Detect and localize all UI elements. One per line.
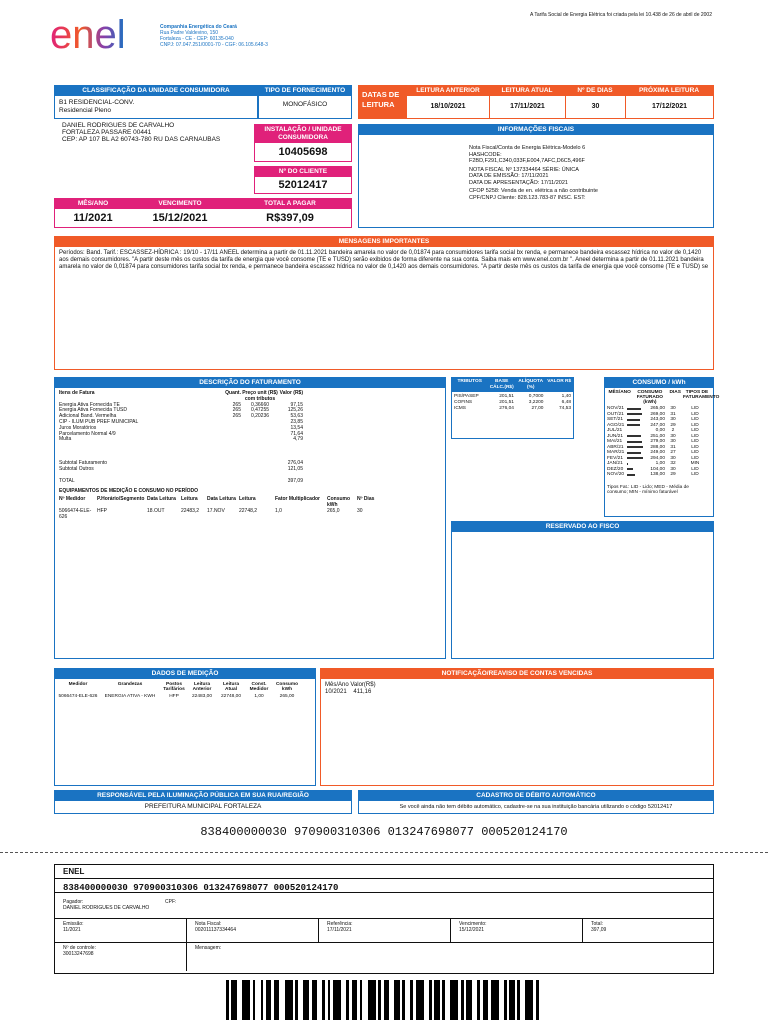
equip-cell: 265,0 bbox=[327, 507, 340, 514]
consumo-valor: 247,00 bbox=[650, 422, 665, 428]
subtotal-row: Subtotal Faturamento 276,04 bbox=[59, 460, 303, 467]
descricao-faturamento: DESCRIÇÃO DO FATURAMENTO Itens de Fatura Quant. Preço unit (R$) com tributos Valor (R$) Energia Ativa Fornecida TE 265 0,36660 97,15 Energia Ativa Fornecida TUSD 265 0,47255 125,26 Adicional Band. Vermelha 265 0,20236 53,63 CIP - ILUM PUB PREF MUNICIPAL 23,85 Juros Moratórios 13,54 Parcelamento Normal 4/9 71,64 Multa 4,79 Subtotal Faturamento 276,04 Subtotal Outros 121,05 TOTAL 397,09 EQUIPAMENTOS DE MEDIÇÃO E CONSUMO NO PERÍODO Nº Medidor P.Horário/Segmento Data Leitura Leitura Data Leitura Leitura Fator Multiplicador Consumo kWh Nº Dias 5066474-ELE-626 HFP 18.OUT 22483,2 17.NOV 22748,2 1,0 265,0 30 bbox=[54, 377, 446, 659]
company-info: Companhia Energética do Ceará Rua Padre Valdevino, 150 Fortaleza - CE - CEP: 60135-040 CNPJ: 07.047.251/0001-70 - CGF: 06.105.648-3 bbox=[160, 24, 268, 48]
equip-col: Leitura bbox=[181, 496, 198, 503]
item-valor: 53,63 bbox=[290, 413, 303, 420]
equip-col: Data Leitura bbox=[207, 496, 236, 503]
consumo-dias: 30 bbox=[670, 417, 676, 422]
consumo-tipo: LID bbox=[691, 428, 699, 433]
consumo-mes: ABR/21 bbox=[607, 444, 624, 450]
consumo-valor: 294,00 bbox=[650, 455, 665, 461]
cliente-info: DANIEL RODRIGUES DE CARVALHO FORTALEZA PASSARE 00441 CEP: AP 107 BL A2 60743-780 RU DAS CARNAUBAS bbox=[62, 122, 221, 143]
consumo-valor: 265,00 bbox=[650, 406, 665, 411]
cut-line bbox=[0, 852, 768, 853]
tributos-cell: 27,00 bbox=[531, 405, 544, 411]
consumo-mes: NOV/21 bbox=[607, 406, 625, 411]
consumo-mes: MAI/21 bbox=[607, 439, 623, 444]
resumo-box: MÊS/ANO VENCIMENTO TOTAL A PAGAR 11/2021 15/12/2021 R$397,09 bbox=[54, 198, 352, 228]
equip-cell: 18.OUT bbox=[147, 507, 165, 514]
consumo-bar bbox=[627, 452, 641, 454]
consumo-bar bbox=[627, 408, 641, 410]
consumo-dias: 30 bbox=[670, 466, 676, 472]
medicao-cell: 22483,00 bbox=[191, 694, 212, 699]
iluminacao-publica: RESPONSÁVEL PELA ILUMINAÇÃO PÚBLICA EM SUA RUA/REGIÃO PREFEITURA MUNICIPAL FORTALEZA bbox=[54, 790, 352, 814]
consumo-mes: AGO/21 bbox=[607, 422, 625, 428]
item-valor: 13,54 bbox=[290, 424, 303, 431]
reservado-fisco: RESERVADO AO FISCO bbox=[451, 521, 714, 659]
consumo-dias: 30 bbox=[670, 406, 676, 411]
consumo-col: MÊS/ANO bbox=[608, 390, 631, 395]
consumo-valor: 104,00 bbox=[650, 466, 665, 472]
consumo-dias: 27 bbox=[670, 450, 676, 455]
consumo-dias: 30 bbox=[670, 455, 676, 461]
consumo-dias: 29 bbox=[670, 472, 676, 477]
item-desc: Juros Moratórios bbox=[59, 424, 97, 431]
equip-col: Data Leitura bbox=[147, 496, 176, 503]
tributos-cell: 201,51 bbox=[499, 399, 514, 405]
item-desc: Energia Ativa Fornecida TUSD bbox=[59, 407, 127, 414]
consumo-mes: FEV/21 bbox=[607, 455, 623, 461]
consumo-valor: 288,00 bbox=[650, 444, 665, 450]
consumo-row bbox=[607, 472, 711, 478]
consumo-bar bbox=[627, 446, 643, 448]
consumo-bar bbox=[627, 424, 640, 426]
tributos-col: VALOR R$ bbox=[547, 379, 572, 384]
consumo-dias: 31 bbox=[670, 444, 676, 450]
consumo-tipo: LID bbox=[691, 422, 699, 428]
classificacao-box: CLASSIFICAÇÃO DA UNIDADE CONSUMIDORA B1 RESIDENCIAL-CONV. Residencial Pleno bbox=[54, 85, 258, 119]
tributos-cell: ICMS bbox=[454, 405, 466, 411]
law-note: A Tarifa Social de Energia Elétrica foi criada pela lei 10.438 de 26 de abril de 2002 bbox=[530, 12, 712, 18]
equip-cell: 5066474-ELE-626 bbox=[59, 507, 92, 520]
equip-cell: 30 bbox=[357, 507, 363, 514]
consumo-bar bbox=[627, 441, 642, 443]
item-quant: 265 bbox=[232, 407, 241, 414]
consumo-tipo: MIN bbox=[690, 461, 700, 466]
tributos-cell: 3,2200 bbox=[528, 399, 544, 405]
consumo-tipo: LID bbox=[691, 417, 699, 422]
informacoes-fiscais: INFORMAÇÕES FISCAIS Nota Fiscal/Conta de Energia Elétrica-Modelo 6 HASHCODE: F2BD,F291,C340,033F,E004,7AFC,D6C5,496F NOTA FISCAL Nº 137334464 SÉRIE: ÚNICA DATA DE EMISSÃO: 17/11/2021 DATA DE APRESENTAÇÃO: 17/11/2021 CFOP 5258: Venda de en. elétrica a não contribuinte CPF/CNPJ Cliente: 828.123.783-87 INSC. EST: bbox=[358, 124, 714, 228]
consumo-mes: SET/21 bbox=[607, 417, 623, 422]
medicao-col: Medidor bbox=[68, 682, 88, 687]
consumo-col: TIPOS DE FATURAMENTO bbox=[683, 390, 720, 400]
barcode bbox=[226, 980, 542, 1020]
datas-label: DATAS DE LEITURA bbox=[358, 85, 406, 119]
consumo-kwh: CONSUMO / kWh MÊS/ANO CONSUMO FATURADO (kWh) DIAS TIPOS DE FATURAMENTO NOV/21 265,00 30 LID OUT/21 269,00 31 LID SET/21 243,00 30 LID AGO/21 247,00 29 LID JUL/21 0,00 2 LID JUN/21 251,00 30 LID MAI/21 279,00 30 LID ABR/21 288,00 31 LID MAR/21 249,00 27 LID FEV/21 294,00 30 LID JAN/21 1,00 32 MIN DEZ/20 104,00 30 LID NOV/20 138,00 29 LID Tipos Fat.: LID - Lido; MED - Média de consumo; MIN - mínimo faturável bbox=[604, 377, 714, 517]
consumo-valor: 138,00 bbox=[650, 472, 665, 477]
consumo-valor: 269,00 bbox=[650, 411, 665, 417]
medicao-col: Consumo kWh bbox=[275, 682, 299, 692]
canhoto: ENEL 838400000030 970900310306 013247698077 000520124170 Pagador: DANIEL RODRIGUES DE CARVALHO CPF: Emissão: 11/2021 Nota Fiscal: 002011137334464 Referência: 17/11/2021 Vencimento: 15/12/2021 Total: 397,09 Nº de controle: 30013247698 Mensagem: bbox=[54, 864, 714, 974]
tributos-row bbox=[452, 406, 573, 412]
equip-col: Leitura bbox=[239, 496, 256, 503]
medicao-cell: ENERGIA ATIVA - KWH bbox=[104, 694, 156, 699]
consumo-dias: 30 bbox=[670, 439, 676, 444]
svg-text:enel: enel bbox=[50, 14, 126, 54]
dados-medicao: DADOS DE MEDIÇÃO Medidor Grandezas Postos Tarifários Leitura Anterior Leitura Atual Const. Medidor Consumo kWh 5066474-ELE-626 ENERGIA ATIVA - KWH HFP 22483,00 22748,00 1,00 265,00 bbox=[54, 668, 316, 786]
consumo-tipo: LID bbox=[691, 455, 699, 461]
consumo-tipo: LID bbox=[691, 444, 699, 450]
consumo-col: DIAS bbox=[669, 390, 681, 395]
tributos-table bbox=[451, 377, 574, 439]
tributos-cell: 74,53 bbox=[558, 405, 571, 411]
tributos-col: TRIBUTOS bbox=[457, 379, 482, 384]
debito-automatico: CADASTRO DE DÉBITO AUTOMÁTICO Se você ainda não tem débito automático, cadastre-se na sua instituição bancária utilizando o código 52012417 bbox=[358, 790, 714, 814]
item-desc: Energia Ativa Fornecida TE bbox=[59, 401, 120, 408]
equip-col: Consumo kWh bbox=[327, 496, 351, 509]
consumo-tipo: LID bbox=[691, 411, 699, 417]
consumo-mes: NOV/20 bbox=[607, 472, 625, 477]
item-quant: 265 bbox=[232, 401, 241, 408]
equip-col: Fator Multiplicador bbox=[275, 496, 320, 503]
consumo-valor: 243,00 bbox=[650, 417, 665, 422]
item-preco bbox=[241, 437, 279, 443]
consumo-dias: 2 bbox=[671, 428, 675, 433]
consumo-mes: JUN/21 bbox=[607, 433, 623, 439]
medicao-col: Postos Tarifários bbox=[163, 682, 185, 692]
fornecimento-box: TIPO DE FORNECIMENTO MONOFÁSICO bbox=[258, 85, 352, 119]
consumo-dias: 32 bbox=[670, 461, 676, 466]
equip-col: Nº Dias bbox=[357, 496, 375, 503]
notificacao-reaviso: NOTIFICAÇÃO/REAVISO DE CONTAS VENCIDAS Mês/Ano Valor(R$) 10/2021 411,16 bbox=[320, 668, 714, 786]
consumo-tipo: LID bbox=[691, 439, 699, 444]
medicao-cell: 22748,00 bbox=[220, 694, 241, 699]
tributos-cell: PIS/PASEP bbox=[454, 394, 479, 399]
tributos-cell: COFINS bbox=[454, 399, 473, 405]
consumo-bar bbox=[627, 457, 643, 459]
item-desc: Parcelamento Normal 4/9 bbox=[59, 430, 116, 437]
consumo-bar bbox=[627, 468, 633, 470]
equip-cell: 22483,2 bbox=[181, 507, 200, 514]
medicao-col: Leitura Atual bbox=[223, 682, 239, 692]
item-quant bbox=[219, 437, 241, 443]
enel-logo bbox=[48, 14, 148, 54]
equip-cell: 22748,2 bbox=[239, 507, 258, 514]
consumo-valor: 0,00 bbox=[655, 428, 665, 433]
tributos-col: BASE CÁLC.(R$) bbox=[489, 379, 514, 390]
equip-cell: 1,0 bbox=[275, 507, 282, 514]
consumo-valor: 1,00 bbox=[655, 461, 665, 466]
consumo-tipo: LID bbox=[691, 433, 699, 439]
medicao-cell: 265,00 bbox=[279, 694, 295, 699]
consumo-dias: 30 bbox=[670, 433, 676, 439]
faturamento-items bbox=[59, 403, 441, 444]
datas-grid: LEITURA ANTERIOR LEITURA ATUAL Nº DE DIAS PRÓXIMA LEITURA 18/10/2021 17/11/2021 30 17/12/2021 bbox=[406, 85, 714, 119]
equip-col: P.Horário/Segmento bbox=[97, 496, 145, 503]
consumo-tipo: LID bbox=[691, 406, 699, 411]
item-valor: 23,85 bbox=[290, 418, 303, 425]
consumo-bar bbox=[627, 435, 641, 437]
consumo-valor: 251,00 bbox=[650, 433, 665, 439]
num-cliente-box: Nº DO CLIENTE 52012417 bbox=[254, 166, 352, 194]
item-desc: Adicional Band. Vermelha bbox=[59, 413, 117, 420]
medicao-col: Grandezas bbox=[117, 682, 143, 687]
item-valor: 71,64 bbox=[290, 430, 303, 437]
consumo-col: CONSUMO FATURADO (kWh) bbox=[636, 390, 664, 405]
item-valor: 125,26 bbox=[287, 407, 303, 414]
tributos-cell: 201,51 bbox=[499, 394, 514, 399]
mensagens-importantes: MENSAGENS IMPORTANTES Períodos: Band. Tarif.: ESCASSEZ-HÍDRICA : 19/10 - 17/11 ANEEL determina a partir de 01.11.2021 bandeira amarela no valor de 0,01874 para consumidores tarifa social bx renda, e permanece bandeira escassez hídrica no valor de 0,1420 aos demais consumidores. "A partir deste mês os custos da tarifa de energia que você consome (TE e TUSD) serão exibidos de forma diferente na sua conta. Saiba mais em www.enel.com.br ". Aneel determina a partir de 01.11.2021 bandeira amarela no valor de 0,01874 para consumidores tarifa social bx renda, e permanece bandeira escassez hídrica no valor de 0,1420 aos demais consumidores. "A partir deste mês os custos da tarifa de energia que você consome (TE e TUSD) se bbox=[54, 236, 714, 370]
consumo-valor: 249,00 bbox=[650, 450, 665, 455]
consumo-dias: 29 bbox=[670, 422, 676, 428]
consumo-tipo: LID bbox=[691, 450, 699, 455]
consumo-bar bbox=[627, 474, 635, 476]
consumo-mes: OUT/21 bbox=[607, 411, 624, 417]
item-valor: 97,15 bbox=[290, 401, 303, 408]
consumo-bar-wrap bbox=[627, 472, 643, 478]
consumo-valor: 279,00 bbox=[650, 439, 665, 444]
equip-cell: 17.NOV bbox=[207, 507, 225, 514]
consumo-mes: JUL/21 bbox=[607, 428, 623, 433]
instalacao-box: INSTALAÇÃO / UNIDADE CONSUMIDORA 10405698 bbox=[254, 124, 352, 162]
tributos-cell: 6,48 bbox=[561, 399, 571, 405]
tributos-col: ALÍQUOTA (%) bbox=[518, 379, 544, 390]
consumo-tipo: LID bbox=[691, 466, 699, 472]
medicao-cell: HFP bbox=[169, 694, 179, 699]
consumo-mes: JAN/21 bbox=[607, 461, 623, 466]
consumo-bar bbox=[627, 419, 640, 421]
linha-digitavel[interactable]: 838400000030 970900310306 013247698077 000520124170 bbox=[200, 825, 568, 839]
medicao-cell: 5066474-ELE-626 bbox=[58, 694, 98, 699]
equipamentos-header: EQUIPAMENTOS DE MEDIÇÃO E CONSUMO NO PERÍODO bbox=[59, 487, 198, 494]
item-preco: 0,47255 bbox=[250, 407, 270, 414]
consumo-mes: MAR/21 bbox=[607, 450, 625, 455]
equip-cell: HFP bbox=[97, 507, 107, 514]
medicao-cell: 1,00 bbox=[254, 694, 264, 699]
medicao-col: Const. Medidor bbox=[249, 682, 269, 692]
medicao-col: Leitura Anterior bbox=[192, 682, 212, 692]
total-row: TOTAL 397,09 bbox=[59, 477, 303, 484]
tributos-cell: 0,7000 bbox=[528, 394, 544, 399]
barcode-bar bbox=[539, 980, 542, 1020]
subtotal-row: Subtotal Outros 121,05 bbox=[59, 465, 303, 472]
item-desc: CIP - ILUM PUB PREF MUNICIPAL bbox=[59, 418, 139, 425]
consumo-bar bbox=[627, 413, 642, 415]
item-valor: 4,79 bbox=[293, 436, 303, 443]
item-desc: Multa bbox=[59, 436, 72, 443]
consumo-dias: 31 bbox=[670, 411, 676, 417]
tributos-cell: 1,40 bbox=[561, 394, 571, 399]
item-preco: 0,20236 bbox=[250, 413, 270, 420]
item-quant: 265 bbox=[232, 413, 241, 420]
item-preco: 0,36660 bbox=[250, 401, 270, 408]
consumo-mes: DEZ/20 bbox=[607, 466, 624, 472]
consumo-tipo: LID bbox=[691, 472, 699, 477]
tributos-cell: 276,04 bbox=[499, 405, 514, 411]
equip-col: Nº Medidor bbox=[59, 496, 86, 503]
